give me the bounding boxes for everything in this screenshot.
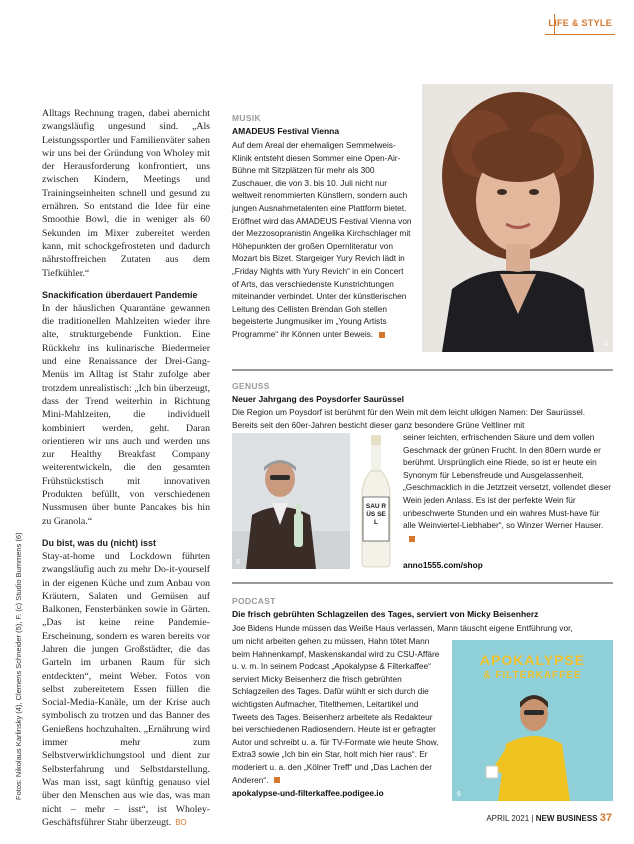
paragraph: Alltags Rechnung tragen, dabei abernicht zwangsläufig ungesund sind. „Als Leistungssportler und Familienväter sahen wir uns bei der Gründung von Wholey mit der Herausforderung konfrontiert, uns zwischen Kindern, Meetings und Trainingseinheiten schnell und gesund zu ernähren. So entstand die Idee für eine Smoothie Bowl, die in weniger als 60 Sekunden im Mixer zubereitet werden kann, mit schockgefrosteten und dadurch nährstoffreichen Zutaten aus dem Tiefkühler.“	[42, 108, 210, 279]
page-number: 37	[599, 812, 612, 824]
cover-title-line1: APOKALYPSE	[479, 652, 586, 668]
photo-number: 5	[236, 559, 240, 566]
genuss-shop-link[interactable]: anno1555.com/shop	[403, 560, 483, 570]
genuss-headline: Neuer Jahrgang des Poysdorfer Saurüssel	[232, 394, 404, 404]
musik-portrait-photo	[422, 84, 613, 352]
musik-kicker: MUSIK	[232, 113, 261, 123]
podcast-text: um nicht arbeiten gehen zu müssen, Hahn tötet Mann beim Hahnenkampf, Maskenskandal wird zu CSU-Affäre u. v. m. In seinem Podcast „Apokalypse & Filterkaffee“ serviert Micky Beisenherz die frisch gebrühten Schlagzeilen des Tages. Dafür wühlt er sich durch die wichtigsten Aufmacher, Titelthemen, Leitartikel und Tweets des Tages. Beisenherz arbeitete als Redakteur bei verschiedenen Radiosendern. Heute ist er gefragter Autor und schreibt u. a. für TV-Formate wie heute Show, Extra3 sowie „Ich bin ein Star, holt mich hier raus“. Er moderiert u. a. den „Kölner Treff“ und „Das Lachen der Anderen“.	[232, 636, 440, 785]
end-square-icon	[274, 777, 280, 783]
end-square-icon	[379, 332, 385, 338]
genuss-kicker: GENUSS	[232, 381, 270, 391]
podcast-body	[232, 635, 442, 786]
subheading: Snackification überdauert Pandemie	[42, 289, 198, 300]
paragraph	[42, 550, 210, 829]
cover-title-line2: & FILTERKAFFEE	[483, 670, 582, 681]
photo-credit: Fotos: Nikolaus Karlinsky (4), Clemens Schneider (5), F. (c) Studio Bummens (6)	[14, 532, 23, 800]
photo-number: 4	[604, 341, 608, 348]
bottle-icon	[356, 433, 396, 569]
podcast-cover-image	[452, 640, 613, 801]
author-signature: BO	[175, 817, 187, 827]
end-square-icon	[409, 536, 415, 542]
section-underline	[545, 34, 615, 35]
winemaker-illustration	[232, 433, 350, 569]
musik-headline: AMADEUS Festival Vienna	[232, 126, 340, 136]
musik-body	[232, 139, 412, 341]
section-label: LIFE & STYLE	[548, 18, 612, 28]
photo-number: 6	[457, 791, 461, 798]
portrait-illustration	[422, 84, 613, 352]
footer-separator: |	[531, 814, 536, 823]
section-divider	[232, 369, 613, 371]
musik-text: Auf dem Areal der ehemaligen Semmelweis-Klinik entsteht diesen Sommer eine Open-Air-Bühne mit Sitzplätzen für mehr als 300 Zuschauer, die von 3. bis 10. Juli nicht nur weltweit renommierten Künstlern, sondern auch jungen Ausnahmetalenten eine Plattform bietet. Eröffnet wird das AMADEUS Festival Vienna von der Mezzosopranistin Angelika Kirchschlager mit Höhepunkten der großen Opernliteratur von Mozart bis Bizet. Stargeiger Yury Revich lädt in „Friday Nights with Yury Revich“ in ein Concert of Arts, das verschiedenste Kunstrichtungen miteinander verbindet. Unter der künstlerischen Leitung des Cellisten Brendan Goh stellen begeisterte Jungmusiker im „Young Artists Programme“ ihr Können unter Beweis.	[232, 140, 412, 339]
bottle-label: SAU RÜS SEL	[365, 503, 387, 526]
podcast-body-intro: Joe Bidens Hunde müssen das Weiße Haus verlassen, Mann täuscht eigene Entführung vor,	[232, 623, 573, 633]
section-divider	[232, 582, 613, 584]
paragraph: In der häuslichen Quarantäne gewannen die traditionellen Mahlzeiten wieder ihre alte, strukturgebende Funktion. Eine Rückkehr ins kulinarische Biedermeier und eine Renaissance der Drei-Gang-Menüs im Alltag ist Stahr zufolge aber trotzdem unrealistisch: „Ich bin überzeugt, dass der Trend weiterhin in Richtung Mini-Mahlzeiten, die individuell kombiniert werden, geht. Daran orientieren wir uns auch und werden uns zur Healthy Breakfast Company weiterentwickeln, die den gesamten Frühstückstisch mit innovativen Produkten befüllt, von verschiedenen Nussmusen über bunte Pancakes bis hin zu Granola.“	[42, 302, 210, 527]
wine-bottle-image	[356, 433, 396, 569]
genuss-body-intro: Die Region um Poysdorf ist berühmt für den Wein mit dem leicht ulkigen Namen: Der Saurüssel. Bereits seit den 60er-Jahren besticht dieser ganz besondere Grüne Veltliner mit	[232, 407, 586, 430]
subheading: Du bist, was du (nicht) isst	[42, 537, 157, 548]
genuss-winemaker-photo	[232, 433, 350, 569]
podcast-kicker: PODCAST	[232, 596, 276, 606]
podcast-link[interactable]: apokalypse-und-filterkaffee.podigee.io	[232, 788, 384, 798]
genuss-body	[403, 431, 613, 544]
left-article-column	[42, 107, 210, 829]
genuss-text: seiner leichten, erfrischenden Säure und dem vollen Geschmack der grünen Frucht. In den 80ern wurde er berühmt. Ursprünglich eine Riede, so ist er heute ein Synonym für Lebensfreude und Ausgelassenheit. „Geschmacklich in die Jetztzeit versetzt, vollendet dieser Wein jeden Anlass. Es ist der perfekte Wein für unbeschwerte Stunden und ein wahres Must-have für alle Weinviertel-Liebhaber“, so Winzer Werner Hauser.	[403, 432, 611, 531]
page-footer	[486, 812, 612, 824]
host-illustration	[452, 640, 613, 801]
podcast-headline: Die frisch gebrühten Schlagzeilen des Tages, serviert von Micky Beisenherz	[232, 609, 539, 619]
paragraph-text: Stay-at-home und Lockdown führten zwangsläufig auch zu mehr Do-it-yourself in der eigenen Küche und zum Anbau von Kräutern, Salaten und Gemüsen auf Balkonen, Fensterbänken sowie in Gärten. „Das ist keine reine Pandemie-Erscheinung, sondern es waren bereits vor Jahren die jungen Großstädter, die das Garteln im urbanen Raum für sich entdeckten“, meint Weber. Fotos von selbst zubereitetem Essen füllen die Social-Media-Kanäle, um der Krise auch symbolisch zu trotzen und das Banner des Genießens hochzuhalten. „Ernährung wird immer mehr zum Selbstverwirklichungstool und dient zur Selbsterfahrung und Selbstdarstellung. Was man isst, sagt künftig genauso viel über den Menschen aus wie das, was man nicht – mehr – isst“, ist Wholey-Geschäftsführer Stahr überzeugt.	[42, 550, 210, 828]
footer-date: APRIL 2021	[486, 814, 530, 823]
footer-magazine: NEW BUSINESS	[535, 814, 598, 823]
